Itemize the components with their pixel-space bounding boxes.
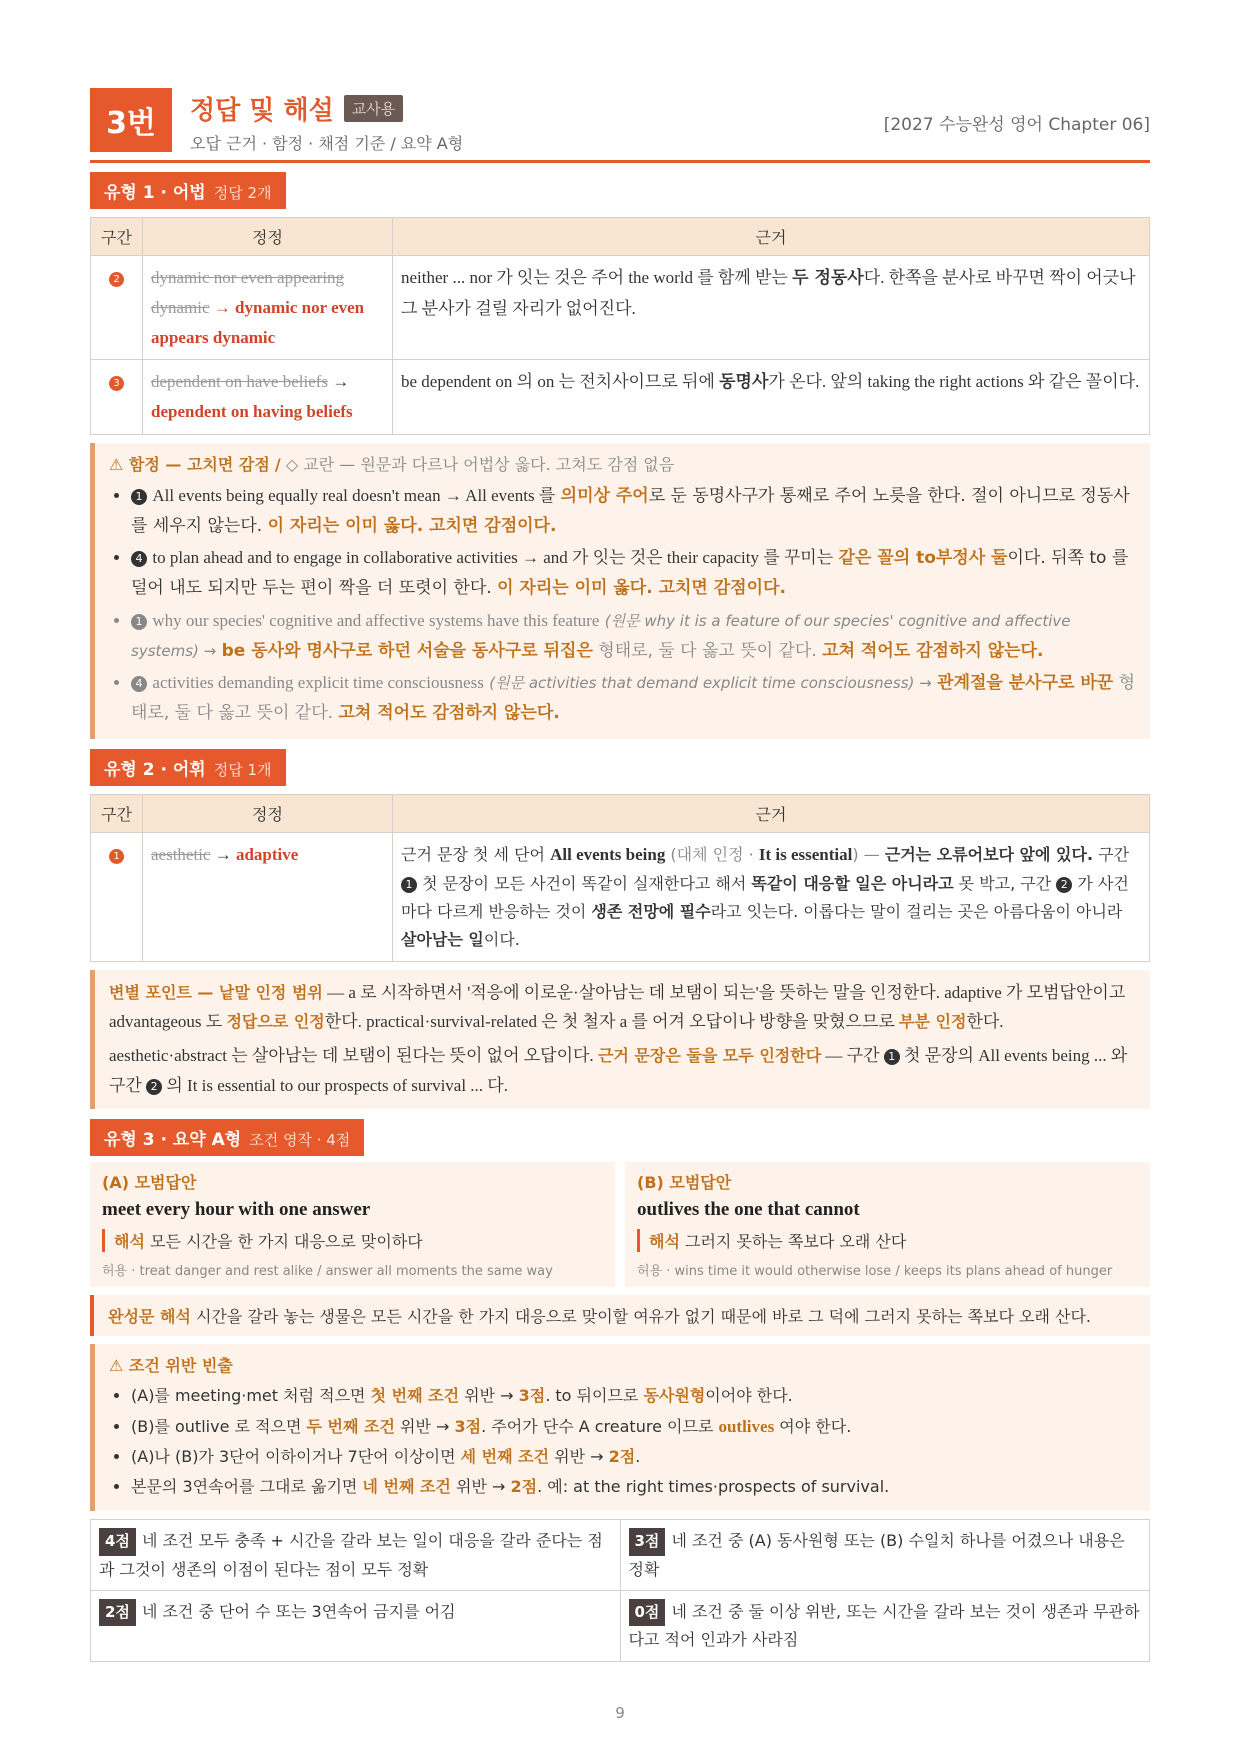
section-grammar [90,172,1150,739]
segment-cell [91,360,143,435]
list-item [131,543,1136,604]
item-text: 형태로, 둘 다 옳고 뜻이 같다. [598,640,817,661]
page-title [190,90,403,127]
item-key: 첫 번째 조건 [370,1385,460,1405]
circle-number: 1 [401,877,417,893]
violation-callout [90,1344,1150,1512]
callout-line [109,1041,1136,1101]
list-item [131,668,1136,729]
header-divider [90,160,1150,163]
trap-list [109,481,1136,729]
page [90,88,1150,1662]
reason-key: 근거는 오류어보다 앞에 있다. [884,844,1094,864]
table-header-row [91,218,1150,256]
score-cell [91,1520,621,1591]
list-item [131,606,1136,667]
section-tag [90,172,286,209]
source-label: [2027 수능완성 영어 Chapter 06] [883,115,1150,135]
score-text: 네 조건 중 (A) 동사원형 또는 (B) 수일치 하나를 어겼으나 내용은 정확 [628,1531,1125,1579]
correction-cell [143,256,393,360]
col-header: 근거 [393,794,1150,832]
section-tag [90,1119,364,1156]
tag-label: 유형 1 · 어법 [104,183,206,203]
callout-text: — a 로 시작하면서 '적응에 이로운·살아남는 데 보탬이 되는'을 뜻하는 말을 인정한다. adaptive 가 모범답안이고 advantageous 도 [109,982,1126,1032]
reason-text: 못 박고, 구간 [958,873,1052,893]
segment-cell [91,832,143,961]
table-row [91,832,1150,961]
callout-text: 의 It is essential to our prospects of survival ... 다. [166,1075,508,1095]
item-text: 이다. 뒤쪽 to 를 덜어 내도 되지만 두는 편이 짝을 더 또렷이 한다. [131,548,1129,598]
reason-text: neither ... nor 가 잇는 것은 주어 the world 를 함께 받는 [401,268,788,287]
translation-label: 해석 [114,1231,145,1251]
fixed-text: dependent on having beliefs [151,402,353,421]
full-translation [90,1295,1150,1336]
reason-key: 두 정동사 [792,268,864,288]
callout-key: 근거 문장은 둘을 모두 인정한다 [597,1046,822,1065]
item-text: (B)를 outlive 로 적으면 [131,1416,302,1436]
score-cell [91,1590,621,1661]
col-header: 근거 [393,218,1150,256]
answer-cards [90,1162,1150,1287]
model-answer: meet every hour with one answer [102,1198,371,1220]
translation [637,1229,1138,1252]
score-table [90,1519,1150,1661]
item-text: 위반 → [400,1416,450,1436]
list-item [131,1382,1136,1410]
score-cell [620,1520,1150,1591]
tag-sub: 조건 영작 · 4점 [249,1130,351,1149]
callout-text: 한다. [966,1012,1004,1032]
item-score: 2점 [510,1477,538,1497]
tag-label: 유형 2 · 어휘 [104,759,206,780]
reason-note: ) — [852,844,880,864]
item-key: be 동사와 명사구로 하던 서술을 동사구로 뒤집은 [221,640,593,661]
score-badge: 0점 [629,1599,666,1627]
separator: / [274,454,281,474]
col-header: 정정 [143,794,393,832]
item-original: (원문 activities that demand explicit time consciousness) → [489,674,932,693]
circle-number: 2 [146,1079,162,1095]
reason-key: 살아남는 일 [401,929,484,949]
reason-text: be dependent on 의 on 는 전치사이므로 뒤에 [401,372,715,392]
card-label: (A) 모범답안 [102,1172,197,1192]
arrow: → [332,372,350,392]
reason-key: 똑같이 대응할 일은 아니라고 [751,873,954,893]
discrimination-callout [90,970,1150,1109]
item-text: 위반 → [464,1385,514,1405]
col-header: 구간 [91,794,143,832]
item-text: . 예: at the right times·prospects of survival. [537,1477,890,1497]
page-header [90,88,1150,162]
list-item [131,1443,1136,1471]
list-item [131,1473,1136,1501]
item-text: why our species' cognitive and affective systems have this feature [152,610,600,630]
section-vocab [90,749,1150,1109]
item-text: All events being equally real doesn't mean → All events 를 [152,485,556,505]
arrow: → [214,844,232,864]
card-label: (B) 모범답안 [637,1172,732,1192]
list-item [131,1412,1136,1442]
circle-number: 4 [131,551,147,567]
table-row [91,360,1150,435]
score-text: 네 조건 중 둘 이상 위반, 또는 시간을 갈라 보는 것이 생존과 무관하다고 적어 인과가 사라짐 [628,1601,1140,1650]
segment-cell [91,256,143,360]
circle-number: 1 [884,1049,900,1065]
item-text: activities demanding explicit time consciousness [152,673,484,693]
model-answer: outlives the one that cannot [637,1198,860,1220]
reason-text: 가 온다. 앞의 taking the right actions 와 같은 꼴이다. [768,372,1140,392]
decoy-label: ◇ 교란 — 원문과 다르나 어법상 옳다. 고쳐도 감점 없음 [285,454,675,474]
trap-label: ⚠ 함정 — 고치면 감점 [109,454,270,474]
item-key: 두 번째 조건 [306,1416,395,1436]
question-number: 3번 [90,88,172,152]
circle-number: 1 [131,489,147,505]
reason-cell [393,832,1150,961]
item-text: 본문의 3연속어를 그대로 옮기면 [131,1477,358,1497]
item-text: . to 뒤이므로 [545,1385,639,1405]
page-subtitle: 오답 근거 · 함정 · 채점 기준 / 요약 A형 [190,134,464,153]
item-text: 로 둔 동명사구가 통째로 주어 노릇을 한다. 절이 아니므로 정동사를 세우지 않는다. [131,485,1130,536]
section-summary [90,1119,1150,1662]
vocab-table [90,794,1150,962]
item-score: 3점 [518,1385,546,1405]
col-header: 정정 [143,218,393,256]
item-text: (A)를 meeting·met 처럼 적으면 [131,1385,366,1405]
circle-number: 2 [1056,877,1072,893]
wrong-text: aesthetic [151,844,211,864]
translation [102,1229,603,1252]
item-key: 동사원형 [643,1385,706,1405]
segment-number: 1 [109,849,124,864]
reason-cell [393,360,1150,435]
answer-card-b [625,1162,1150,1287]
item-text: 위반 → [455,1477,506,1497]
col-header: 구간 [91,218,143,256]
item-key: 관계절을 분사구로 바꾼 [937,673,1114,694]
item-key: 세 번째 조건 [460,1447,550,1467]
grammar-table [90,217,1150,435]
item-score: 3점 [454,1416,482,1436]
tag-label: 유형 3 · 요약 A형 [104,1129,242,1150]
score-cell [620,1590,1150,1661]
translation-text: 그러지 못하는 쪽보다 오래 산다 [685,1231,907,1251]
tag-sub: 정답 2개 [213,184,272,202]
reason-text: 이다. [483,929,520,949]
score-badge: 2점 [99,1599,136,1627]
item-verdict: 이 자리는 이미 옳다. 고치면 감점이다. [497,578,786,598]
translation-label: 해석 [649,1231,680,1251]
score-badge: 3점 [629,1528,666,1556]
item-text: 형태로, 둘 다 옳고 뜻이 같다. [131,673,1136,723]
reason-note: (대체 인정 · [670,844,754,864]
reason-text: 라고 잇는다. 이롭다는 말이 걸리는 곳은 아름다움이 아니라 [710,901,1123,921]
page-number: 9 [615,1704,625,1722]
item-text: . [635,1447,641,1467]
reason-text: 구간 [1098,844,1130,864]
callout-title [109,451,1136,479]
translation-text: 모든 시간을 한 가지 대응으로 맞이하다 [150,1231,423,1251]
correction-cell [143,360,393,435]
item-score: 2점 [608,1447,636,1467]
segment-number: 2 [109,272,124,287]
table-row [91,256,1150,360]
item-key: 같은 꼴의 to부정사 둘 [838,548,1008,569]
callout-text: 한다. practical·survival-related 은 첫 철자 a 를 어겨 오답이나 방향을 맞혔으므로 [324,1012,895,1032]
fixed-text: dynamic nor even appears dynamic [151,297,365,347]
item-key: 의미상 주어 [560,485,649,506]
full-text: 시간을 갈라 놓는 생물은 모든 시간을 한 가지 대응으로 맞이할 여유가 없기 때문에 바로 그 덕에 그러지 못하는 쪽보다 오래 산다. [195,1306,1092,1326]
callout-text: 첫 문장의 All events being ... 와 구간 [109,1046,1128,1095]
reason-key: 생존 전망에 필수 [591,901,711,921]
table-row [91,1590,1150,1661]
teacher-badge: 교사용 [344,95,403,122]
correction-cell [143,832,393,961]
callout-text: — 구간 [825,1046,880,1065]
title-text: 정답 및 해설 [190,96,334,126]
allowed-answers: 허용 · wins time it would otherwise lose / keeps its plans ahead of hunger [637,1263,1113,1279]
reason-key: It is essential [758,844,853,864]
circle-number: 1 [131,614,147,630]
tag-sub: 정답 1개 [213,760,272,779]
callout-title: ⚠ 조건 위반 빈출 [109,1355,233,1375]
wrong-text: dependent on have beliefs [151,372,329,392]
item-text: . 주어가 단수 A creature 이므로 [481,1416,714,1436]
wrong-text: dynamic nor even appearing dynamic [151,268,345,317]
reason-cell [393,256,1150,360]
full-label: 완성문 해석 [108,1306,191,1326]
score-badge: 4점 [99,1528,136,1556]
item-verdict: 고쳐 적어도 감점하지 않는다. [338,703,560,723]
arrow: → [213,297,231,317]
item-original: (원문 why it is a feature of our species' cognitive and affective systems) → [131,611,1071,660]
item-key: 네 번째 조건 [362,1477,451,1497]
answer-card-a [90,1162,615,1287]
item-text: 이어야 한다. [705,1385,793,1405]
item-text: (A)나 (B)가 3단어 이하이거나 7단어 이상이면 [131,1447,456,1467]
item-verdict: 이 자리는 이미 옳다. 고치면 감점이다. [267,515,557,536]
reason-key: 동명사 [719,372,769,393]
callout-key: 정답으로 인정 [226,1012,325,1032]
item-text: 위반 → [554,1447,604,1467]
section-tag [90,749,286,786]
reason-text: 다. 한쪽을 분사로 바꾸면 짝이 어긋나 그 분사가 걸릴 자리가 없어진다. [401,268,1136,318]
item-text: to plan ahead and to engage in collaborative activities → and 가 잇는 것은 their capacity 를 꾸미는 [152,548,834,568]
item-text: 여야 한다. [779,1416,852,1436]
reason-key: All events being [550,844,666,864]
callout-text: aesthetic·abstract 는 살아남는 데 보탬이 된다는 뜻이 없어 오답이다. [109,1046,594,1065]
list-item [131,481,1136,542]
reason-text: 가 사건마다 다르게 반응하는 것이 [401,873,1129,921]
callout-title: 변별 포인트 — 낱말 인정 범위 [109,982,323,1002]
reason-text: 근거 문장 첫 세 단어 [401,844,545,864]
table-header-row [91,794,1150,832]
fixed-text: adaptive [235,844,299,864]
violation-list [109,1382,1136,1502]
item-verdict: 고쳐 적어도 감점하지 않는다. [822,640,1044,661]
score-text: 네 조건 중 단어 수 또는 3연속어 금지를 어김 [141,1601,456,1621]
table-row [91,1520,1150,1591]
score-text: 네 조건 모두 충족 + 시간을 갈라 보는 일이 대응을 갈라 준다는 점과 그것이 생존의 이점이 된다는 점이 모두 정확 [99,1531,603,1579]
item-key: outlives [718,1416,775,1436]
reason-text: 첫 문장이 모든 사건이 똑같이 실재한다고 해서 [422,873,747,893]
circle-number: 4 [131,676,147,692]
trap-callout [90,443,1150,739]
allowed-answers: 허용 · treat danger and rest alike / answer all moments the same way [102,1263,553,1279]
segment-number: 3 [109,376,124,391]
callout-key: 부분 인정 [899,1012,967,1032]
